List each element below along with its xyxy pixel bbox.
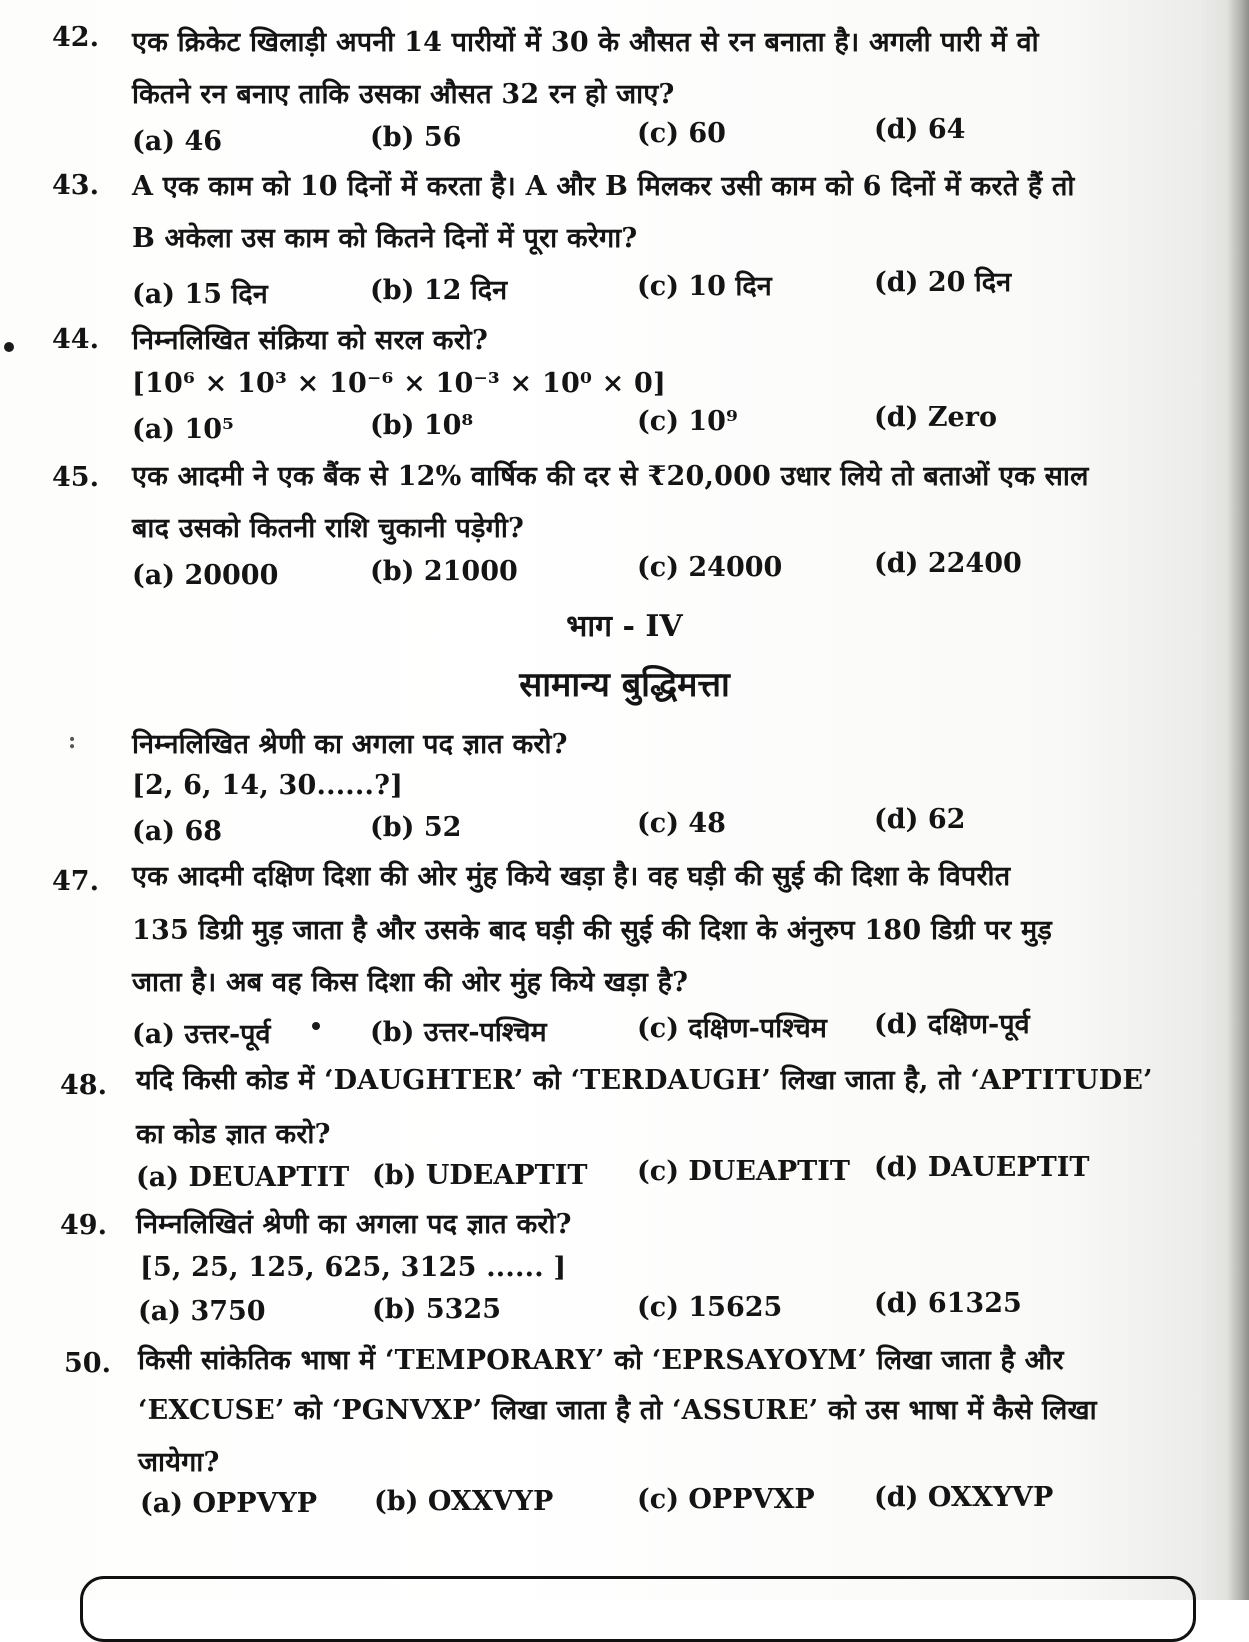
option-b: (b) UDEAPTIT [372, 1160, 588, 1191]
option-d: (d) Zero [874, 402, 997, 433]
question-text-line: बाद उसको कितनी राशि चुकानी पड़ेगी? [132, 513, 525, 544]
option-d: (d) 20 दिन [874, 267, 1012, 298]
question-number: 47. [52, 866, 99, 897]
option-a: (a) 68 [132, 816, 223, 847]
question-text-line: यदि किसी कोड में ‘DAUGHTER’ को ‘TERDAUGH’ लिखा जाता है, तो ‘APTITUDE’ [136, 1065, 1153, 1096]
option-c: (c) DUEAPTIT [637, 1156, 850, 1187]
question-number: 42. [52, 22, 99, 53]
question-text-line: का कोड ज्ञात करो? [136, 1119, 331, 1150]
question-number: 43. [52, 170, 99, 201]
question-text-line: एक क्रिकेट खिलाड़ी अपनी 14 पारीयों में 30 के औसत से रन बनाता है। अगली पारी में वो [132, 27, 1039, 58]
question-text-line: ‘EXCUSE’ को ‘PGNVXP’ लिखा जाता है तो ‘ASSURE’ को उस भाषा में कैसे लिखा [138, 1395, 1097, 1426]
option-a: (a) OPPVYP [140, 1488, 318, 1519]
option-a: (a) 3750 [138, 1296, 266, 1327]
question-text-line: 135 डिग्री मुड़ जाता है और उसके बाद घड़ी की सुई की दिशा के अंनुरुप 180 डिग्री पर मुड़ [132, 915, 1053, 946]
question-number: 48. [60, 1070, 107, 1101]
question-text-line: कितने रन बनाए ताकि उसका औसत 32 रन हो जाए? [132, 79, 675, 110]
option-b: (b) 21000 [370, 556, 518, 587]
question-number: 50. [64, 1348, 111, 1379]
section-part-heading: भाग - IV [566, 609, 683, 644]
option-c: (c) 10 दिन [637, 271, 772, 302]
question-text-line: निम्नलिखित संक्रिया को सरल करो? [132, 325, 488, 356]
option-d: (d) 22400 [874, 548, 1022, 579]
bottom-frame [80, 1576, 1196, 1642]
option-c: (c) OPPVXP [637, 1484, 815, 1515]
question-number: 44. [52, 324, 99, 355]
question-text-line: एक आदमी दक्षिण दिशा की ओर मुंह किये खड़ा है। वह घड़ी की सुई की दिशा के विपरीत [132, 861, 1011, 892]
option-d: (d) DAUEPTIT [874, 1152, 1090, 1183]
option-b: (b) OXXVYP [374, 1486, 554, 1517]
question-text-line: जाता है। अब वह किस दिशा की ओर मुंह किये खड़ा है? [132, 967, 689, 998]
question-text-line: जायेगा? [138, 1447, 220, 1478]
margin-speck [4, 342, 14, 352]
option-d: (d) 61325 [874, 1288, 1022, 1319]
question-text-line: B अकेला उस काम को कितने दिनों में पूरा करेगा? [132, 223, 638, 254]
question-text-line: किसी सांकेतिक भाषा में ‘TEMPORARY’ को ‘EPRSAYOYM’ लिखा जाता है और [138, 1345, 1064, 1376]
print-speck [312, 1022, 320, 1030]
section-title: सामान्य बुद्धिमत्ता [519, 665, 730, 705]
page-edge-shadow [1227, 0, 1249, 1600]
option-b: (b) 56 [370, 122, 462, 153]
question-text-line: A एक काम को 10 दिनों में करता है। A और B मिलकर उसी काम को 6 दिनों में करते हैं तो [132, 171, 1075, 202]
question-formula: [5, 25, 125, 625, 3125 ...... ] [140, 1252, 567, 1283]
option-a: (a) DEUAPTIT [136, 1162, 350, 1193]
question-formula: [10⁶ × 10³ × 10⁻⁶ × 10⁻³ × 10⁰ × 0] [132, 368, 666, 399]
option-c: (c) 10⁹ [637, 406, 738, 437]
option-d: (d) दक्षिण-पूर्व [874, 1009, 1030, 1040]
option-a: (a) 15 दिन [132, 279, 268, 310]
option-c: (c) दक्षिण-पश्चिम [637, 1013, 827, 1044]
option-d: (d) 64 [874, 114, 966, 145]
option-c: (c) 15625 [637, 1292, 783, 1323]
option-d: (d) OXXYVP [874, 1482, 1054, 1513]
option-b: (b) 52 [370, 812, 462, 843]
option-c: (c) 48 [637, 808, 726, 839]
option-a: (a) उत्तर-पूर्व [132, 1019, 271, 1050]
option-a: (a) 20000 [132, 560, 279, 591]
question-number: 49. [60, 1210, 107, 1241]
question-text-line: निम्नलिखित श्रेणी का अगला पद ज्ञात करो? [132, 729, 568, 760]
option-b: (b) उत्तर-पश्चिम [370, 1017, 547, 1048]
question-text-line: एक आदमी ने एक बैंक से 12% वार्षिक की दर से ₹20,000 उधार लिये तो बताओं एक साल [132, 461, 1089, 492]
option-b: (b) 5325 [372, 1294, 501, 1325]
option-a: (a) 46 [132, 126, 223, 157]
question-number: 45. [52, 462, 99, 493]
option-c: (c) 60 [637, 118, 726, 149]
option-b: (b) 12 दिन [370, 275, 508, 306]
option-d: (d) 62 [874, 804, 966, 835]
option-c: (c) 24000 [637, 552, 783, 583]
question-number: : [68, 728, 77, 754]
option-b: (b) 10⁸ [370, 410, 474, 441]
question-text-line: निम्नलिखितं श्रेणी का अगला पद ज्ञात करो? [136, 1209, 572, 1240]
question-formula: [2, 6, 14, 30......?] [132, 770, 404, 801]
option-a: (a) 10⁵ [132, 414, 234, 445]
